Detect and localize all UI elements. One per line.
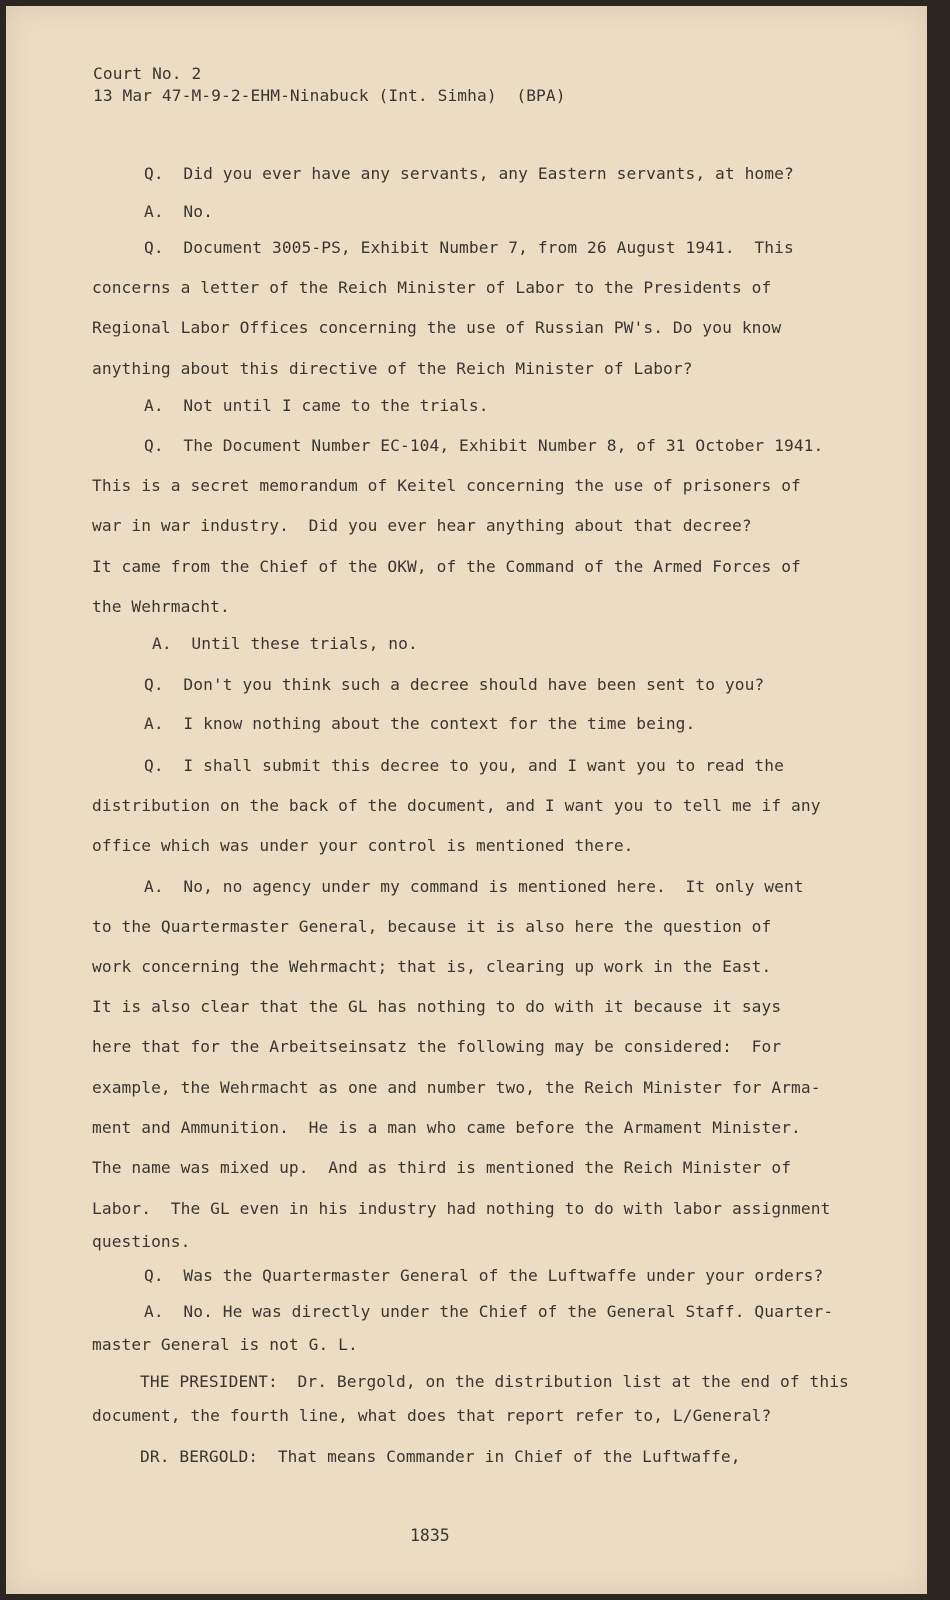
transcript-line: here that for the Arbeitseinsatz the following may be considered: For: [92, 1037, 782, 1056]
transcript-line: document, the fourth line, what does that report refer to, L/General?: [92, 1406, 772, 1425]
header-session: 13 Mar 47-M-9-2-EHM-Ninabuck (Int. Simha) (BPA): [93, 86, 566, 105]
transcript-line: to the Quartermaster General, because it is also here the question of: [92, 917, 772, 936]
transcript-line: questions.: [92, 1232, 191, 1251]
transcript-line: A. No. He was directly under the Chief of the General Staff. Quarter-: [144, 1302, 834, 1321]
transcript-line: work concerning the Wehrmacht; that is, clearing up work in the East.: [92, 957, 772, 976]
transcript-line: A. Until these trials, no.: [152, 634, 418, 653]
transcript-line: Q. I shall submit this decree to you, and I want you to read the: [144, 756, 784, 775]
transcript-line: distribution on the back of the document, and I want you to tell me if any: [92, 796, 821, 815]
transcript-line: the Wehrmacht.: [92, 597, 230, 616]
transcript-line: Q. The Document Number EC-104, Exhibit Number 8, of 31 October 1941.: [144, 436, 824, 455]
transcript-line: The name was mixed up. And as third is mentioned the Reich Minister of: [92, 1158, 792, 1177]
transcript-line: Regional Labor Offices concerning the use of Russian PW's. Do you know: [92, 318, 782, 337]
transcript-line: anything about this directive of the Reich Minister of Labor?: [92, 359, 693, 378]
transcript-line: THE PRESIDENT: Dr. Bergold, on the distribution list at the end of this: [140, 1372, 849, 1391]
transcript-line: Q. Document 3005-PS, Exhibit Number 7, from 26 August 1941. This: [144, 238, 794, 257]
transcript-line: It came from the Chief of the OKW, of the Command of the Armed Forces of: [92, 557, 801, 576]
transcript-line: A. I know nothing about the context for the time being.: [144, 714, 696, 733]
header-court: Court No. 2: [93, 64, 202, 83]
transcript-line: It is also clear that the GL has nothing to do with it because it says: [92, 997, 782, 1016]
transcript-line: Q. Don't you think such a decree should have been sent to you?: [144, 675, 765, 694]
transcript-line: DR. BERGOLD: That means Commander in Chief of the Luftwaffe,: [140, 1447, 741, 1466]
transcript-line: A. No, no agency under my command is mentioned here. It only went: [144, 877, 804, 896]
transcript-line: example, the Wehrmacht as one and number two, the Reich Minister for Arma-: [92, 1078, 821, 1097]
transcript-line: Q. Was the Quartermaster General of the Luftwaffe under your orders?: [144, 1266, 824, 1285]
transcript-line: master General is not G. L.: [92, 1335, 358, 1354]
transcript-line: A. Not until I came to the trials.: [144, 396, 489, 415]
document-page: [6, 6, 927, 1594]
transcript-line: war in war industry. Did you ever hear anything about that decree?: [92, 516, 752, 535]
transcript-line: Labor. The GL even in his industry had nothing to do with labor assignment: [92, 1199, 831, 1218]
transcript-line: office which was under your control is mentioned there.: [92, 836, 634, 855]
transcript-line: A. No.: [144, 202, 213, 221]
transcript-line: Q. Did you ever have any servants, any Eastern servants, at home?: [144, 164, 794, 183]
transcript-line: ment and Ammunition. He is a man who came before the Armament Minister.: [92, 1118, 801, 1137]
transcript-line: This is a secret memorandum of Keitel concerning the use of prisoners of: [92, 476, 801, 495]
page-number: 1835: [410, 1526, 450, 1545]
transcript-line: concerns a letter of the Reich Minister of Labor to the Presidents of: [92, 278, 772, 297]
